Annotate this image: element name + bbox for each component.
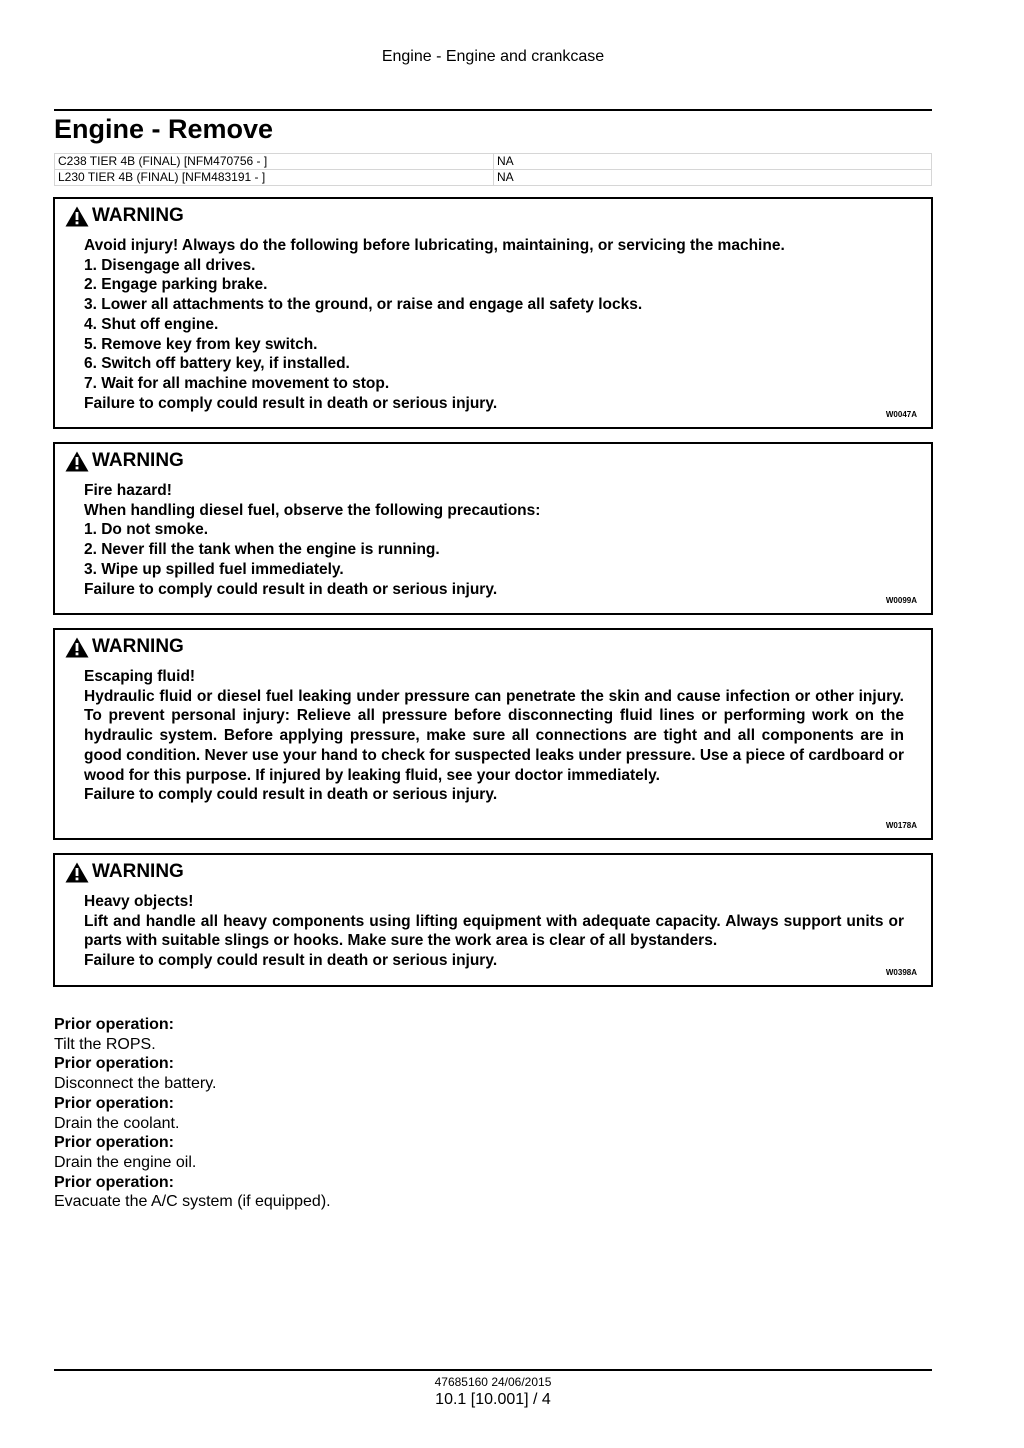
region-cell: NA [494, 154, 932, 170]
warning-step: 2. Engage parking brake. [84, 276, 268, 294]
prior-operation-step: Evacuate the A/C system (if equipped). [54, 1193, 331, 1211]
warning-heading [65, 861, 184, 883]
warning-triangle-icon [65, 206, 89, 227]
warning-heading [65, 205, 184, 227]
warning-heading [65, 636, 184, 658]
warning-heading [65, 450, 184, 472]
running-header: Engine - Engine and crankcase [381, 48, 605, 65]
bottom-divider [54, 1369, 932, 1371]
prior-operation-step: Drain the coolant. [54, 1114, 180, 1132]
warning-step: 1. Disengage all drives. [84, 256, 256, 274]
warning-label: WARNING [92, 450, 184, 471]
warning-box-general-safety [53, 197, 933, 429]
prior-operation-label: Prior operation: [54, 1173, 175, 1191]
warning-text [84, 667, 904, 805]
warning-step: 3. Lower all attachments to the ground, or raise and engage all safety locks. [84, 296, 643, 314]
warning-closing: Failure to comply could result in death or serious injury. [84, 394, 498, 412]
applicability-table [54, 153, 932, 186]
warning-closing: Failure to comply could result in death or serious injury. [84, 580, 498, 598]
model-cell: C238 TIER 4B (FINAL) [NFM470756 - ] [55, 154, 494, 170]
warning-intro: Heavy objects! [84, 893, 194, 910]
warning-triangle-icon [65, 862, 89, 883]
prior-operation-label: Prior operation: [54, 1016, 175, 1033]
footer-page-reference: 10.1 [10.001] / 4 [435, 1391, 551, 1408]
warning-code: W0099A [885, 596, 917, 605]
warning-box-escaping-fluid [53, 628, 933, 840]
prior-operation-label: Prior operation: [54, 1055, 175, 1073]
warning-step: 7. Wait for all machine movement to stop. [84, 374, 390, 392]
warning-paragraph: Hydraulic fluid or diesel fuel leaking under pressure can penetrate the skin and cause infection or other injury. To prevent personal injury: Relieve all pressure before disconnecting fluid lines or performing work on the hydraulic system. Before applying pressure, make sure all connections are tight and all components are in good condition. Never use your hand to check for suspected leaks under pressure. Use a piece of cardboard or wood for this purpose. If injured by leaking fluid, see your doctor immediately. [84, 687, 904, 784]
warning-step: 1. Do not smoke. [84, 521, 209, 539]
warning-step: 6. Switch off battery key, if installed. [84, 355, 350, 373]
warning-label: WARNING [92, 861, 184, 882]
warning-step: 3. Wipe up spilled fuel immediately. [84, 560, 344, 578]
region-cell: NA [494, 170, 932, 186]
warning-closing: Failure to comply could result in death or serious injury. [84, 952, 498, 970]
footer-document-reference: 47685160 24/06/2015 [434, 1375, 552, 1389]
warning-text [84, 481, 904, 599]
prior-operation-step: Drain the engine oil. [54, 1153, 197, 1171]
warning-intro-detail: When handling diesel fuel, observe the following precautions: [84, 501, 541, 519]
warning-step: 2. Never fill the tank when the engine is running. [84, 541, 440, 559]
prior-operation-step: Disconnect the battery. [54, 1075, 217, 1093]
warning-code: W0047A [885, 410, 917, 419]
warning-text [84, 236, 904, 413]
warning-label: WARNING [92, 636, 184, 657]
warning-paragraph: Lift and handle all heavy components using lifting equipment with adequate capacity. Always support units or parts with suitable slings or hooks. Make sure the work area is clear of all bystanders. [84, 912, 904, 950]
prior-operation-label: Prior operation: [54, 1134, 175, 1152]
table-row [55, 170, 932, 186]
warning-intro: Escaping fluid! [84, 668, 196, 685]
warning-intro: Fire hazard! [84, 482, 172, 499]
page-title: Engine - Remove [54, 114, 274, 144]
warning-label: WARNING [92, 205, 184, 226]
warning-box-fire-hazard [53, 442, 933, 615]
warning-step: 5. Remove key from key switch. [84, 335, 318, 353]
prior-operations-list [54, 1015, 331, 1212]
warning-code: W0398A [885, 968, 917, 977]
warning-box-heavy-objects [53, 853, 933, 987]
warning-triangle-icon [65, 637, 89, 658]
table-row [55, 154, 932, 170]
warning-text [84, 892, 904, 971]
model-cell: L230 TIER 4B (FINAL) [NFM483191 - ] [55, 170, 494, 186]
prior-operation-step: Tilt the ROPS. [54, 1035, 156, 1053]
top-divider [54, 109, 932, 111]
prior-operation-label: Prior operation: [54, 1094, 175, 1112]
warning-closing: Failure to comply could result in death or serious injury. [84, 786, 498, 804]
warning-code: W0178A [885, 821, 917, 830]
warning-triangle-icon [65, 451, 89, 472]
warning-step: 4. Shut off engine. [84, 315, 219, 333]
warning-intro: Avoid injury! Always do the following before lubricating, maintaining, or servicing the machine. [84, 237, 785, 254]
